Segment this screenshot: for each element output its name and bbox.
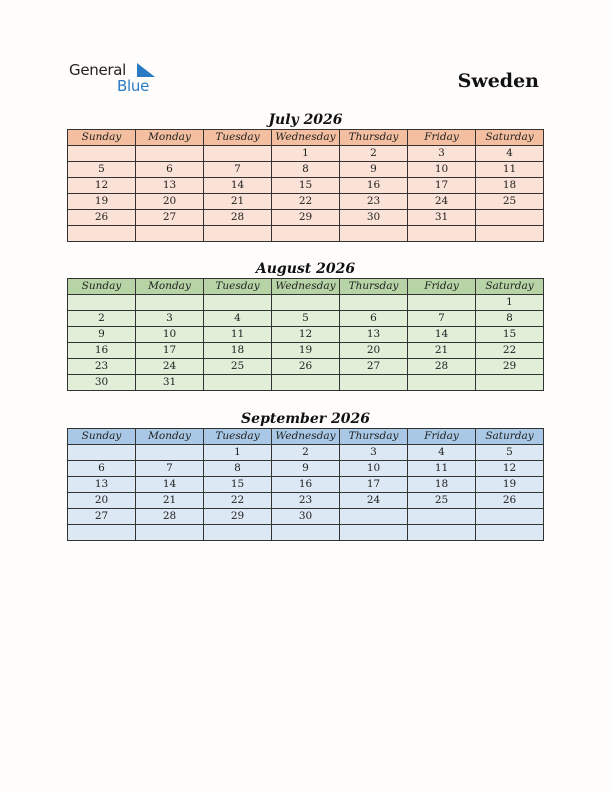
weekday-header: Wednesday <box>272 279 340 295</box>
day-cell <box>272 226 340 242</box>
month-title: August 2026 <box>255 261 356 277</box>
day-cell: 4 <box>476 146 544 162</box>
day-cell: 12 <box>476 461 544 477</box>
week-row <box>68 509 544 525</box>
day-cell <box>340 226 408 242</box>
month-title: September 2026 <box>241 411 370 427</box>
day-cell <box>136 445 204 461</box>
day-cell: 21 <box>204 194 272 210</box>
day-cell: 1 <box>272 146 340 162</box>
logo-word-blue: Blue <box>117 77 149 95</box>
week-row <box>68 445 544 461</box>
day-cell: 27 <box>136 210 204 226</box>
day-cell: 9 <box>68 327 136 343</box>
day-cell: 6 <box>340 311 408 327</box>
day-cell <box>476 210 544 226</box>
week-row <box>68 327 544 343</box>
day-cell: 10 <box>408 162 476 178</box>
day-cell: 26 <box>476 493 544 509</box>
day-cell: 10 <box>340 461 408 477</box>
day-cell: 17 <box>136 343 204 359</box>
day-cell: 14 <box>204 178 272 194</box>
weekday-header: Tuesday <box>204 279 272 295</box>
day-cell: 18 <box>204 343 272 359</box>
day-cell: 7 <box>204 162 272 178</box>
country-title: Sweden <box>457 70 539 92</box>
week-row <box>68 295 544 311</box>
day-cell: 13 <box>340 327 408 343</box>
day-cell: 12 <box>68 178 136 194</box>
day-cell <box>68 146 136 162</box>
day-cell: 14 <box>408 327 476 343</box>
day-cell: 5 <box>272 311 340 327</box>
day-cell: 11 <box>476 162 544 178</box>
calendar-grid <box>67 129 544 242</box>
day-cell: 23 <box>68 359 136 375</box>
day-cell: 2 <box>272 445 340 461</box>
month-august <box>67 260 544 391</box>
day-cell: 15 <box>204 477 272 493</box>
weekday-header: Wednesday <box>272 130 340 146</box>
day-cell: 19 <box>68 194 136 210</box>
weekday-header: Saturday <box>476 429 544 445</box>
weekday-header: Saturday <box>476 130 544 146</box>
day-cell: 14 <box>136 477 204 493</box>
day-cell <box>476 375 544 391</box>
weekday-header: Thursday <box>340 279 408 295</box>
day-cell: 30 <box>340 210 408 226</box>
week-row <box>68 375 544 391</box>
day-cell: 1 <box>476 295 544 311</box>
day-cell: 21 <box>408 343 476 359</box>
day-cell: 25 <box>408 493 476 509</box>
day-cell: 29 <box>476 359 544 375</box>
day-cell <box>68 295 136 311</box>
day-cell <box>476 226 544 242</box>
week-row <box>68 178 544 194</box>
day-cell: 20 <box>340 343 408 359</box>
day-cell: 4 <box>204 311 272 327</box>
weekday-header: Monday <box>136 130 204 146</box>
weekday-header: Tuesday <box>204 429 272 445</box>
day-cell: 11 <box>204 327 272 343</box>
day-cell: 24 <box>136 359 204 375</box>
week-row <box>68 343 544 359</box>
day-cell: 3 <box>408 146 476 162</box>
day-cell <box>340 375 408 391</box>
day-cell <box>136 295 204 311</box>
week-row <box>68 162 544 178</box>
day-cell: 13 <box>136 178 204 194</box>
weekday-header: Monday <box>136 279 204 295</box>
day-cell: 7 <box>408 311 476 327</box>
weekday-header: Tuesday <box>204 130 272 146</box>
day-cell: 25 <box>476 194 544 210</box>
day-cell: 26 <box>272 359 340 375</box>
day-cell: 20 <box>68 493 136 509</box>
day-cell: 16 <box>272 477 340 493</box>
day-cell <box>68 445 136 461</box>
day-cell <box>136 226 204 242</box>
day-cell <box>68 525 136 541</box>
day-cell: 2 <box>68 311 136 327</box>
day-cell: 22 <box>272 194 340 210</box>
weekday-header: Sunday <box>68 130 136 146</box>
day-cell: 28 <box>204 210 272 226</box>
calendar-grid <box>67 428 544 541</box>
week-row <box>68 477 544 493</box>
day-cell: 26 <box>68 210 136 226</box>
logo-triangle-icon <box>133 63 155 77</box>
week-row <box>68 226 544 242</box>
day-cell: 23 <box>340 194 408 210</box>
week-row <box>68 493 544 509</box>
week-row <box>68 194 544 210</box>
day-cell <box>204 295 272 311</box>
day-cell: 25 <box>204 359 272 375</box>
day-cell: 31 <box>136 375 204 391</box>
calendar-grid <box>67 278 544 391</box>
day-cell: 27 <box>68 509 136 525</box>
week-row <box>68 461 544 477</box>
day-cell: 1 <box>204 445 272 461</box>
month-september <box>67 410 544 541</box>
day-cell: 17 <box>408 178 476 194</box>
day-cell: 22 <box>476 343 544 359</box>
day-cell: 19 <box>272 343 340 359</box>
weekday-header: Friday <box>408 429 476 445</box>
day-cell: 5 <box>476 445 544 461</box>
day-cell: 19 <box>476 477 544 493</box>
day-cell: 9 <box>340 162 408 178</box>
weekday-header: Saturday <box>476 279 544 295</box>
day-cell <box>68 226 136 242</box>
week-row <box>68 525 544 541</box>
day-cell <box>204 375 272 391</box>
logo-word-general: General <box>69 61 127 79</box>
day-cell: 29 <box>204 509 272 525</box>
month-july <box>67 111 544 242</box>
weekday-header-row <box>68 130 544 146</box>
day-cell: 27 <box>340 359 408 375</box>
day-cell: 18 <box>408 477 476 493</box>
weekday-header: Friday <box>408 130 476 146</box>
day-cell: 8 <box>476 311 544 327</box>
day-cell: 17 <box>340 477 408 493</box>
day-cell <box>136 525 204 541</box>
weekday-header-row <box>68 279 544 295</box>
weekday-header-row <box>68 429 544 445</box>
day-cell <box>408 375 476 391</box>
weekday-header: Wednesday <box>272 429 340 445</box>
day-cell <box>340 295 408 311</box>
day-cell: 3 <box>136 311 204 327</box>
day-cell: 15 <box>272 178 340 194</box>
weekday-header: Sunday <box>68 279 136 295</box>
month-title: July 2026 <box>268 112 343 128</box>
weekday-header: Monday <box>136 429 204 445</box>
day-cell <box>340 509 408 525</box>
week-row <box>68 311 544 327</box>
day-cell: 10 <box>136 327 204 343</box>
day-cell <box>408 509 476 525</box>
day-cell <box>272 375 340 391</box>
day-cell <box>272 525 340 541</box>
day-cell <box>204 226 272 242</box>
day-cell: 29 <box>272 210 340 226</box>
day-cell <box>408 226 476 242</box>
day-cell: 22 <box>204 493 272 509</box>
day-cell: 3 <box>340 445 408 461</box>
day-cell: 2 <box>340 146 408 162</box>
day-cell: 28 <box>408 359 476 375</box>
day-cell: 5 <box>68 162 136 178</box>
day-cell <box>136 146 204 162</box>
day-cell: 24 <box>408 194 476 210</box>
day-cell: 16 <box>340 178 408 194</box>
week-row <box>68 210 544 226</box>
day-cell <box>408 525 476 541</box>
day-cell <box>272 295 340 311</box>
weekday-header: Thursday <box>340 130 408 146</box>
day-cell: 31 <box>408 210 476 226</box>
day-cell <box>476 525 544 541</box>
day-cell: 7 <box>136 461 204 477</box>
weekday-header: Sunday <box>68 429 136 445</box>
day-cell: 20 <box>136 194 204 210</box>
week-row <box>68 146 544 162</box>
day-cell: 13 <box>68 477 136 493</box>
day-cell: 23 <box>272 493 340 509</box>
day-cell <box>204 146 272 162</box>
day-cell <box>204 525 272 541</box>
day-cell: 15 <box>476 327 544 343</box>
day-cell: 4 <box>408 445 476 461</box>
day-cell: 18 <box>476 178 544 194</box>
weekday-header: Friday <box>408 279 476 295</box>
day-cell: 8 <box>272 162 340 178</box>
day-cell <box>340 525 408 541</box>
day-cell: 9 <box>272 461 340 477</box>
day-cell: 12 <box>272 327 340 343</box>
day-cell: 24 <box>340 493 408 509</box>
day-cell: 8 <box>204 461 272 477</box>
day-cell: 28 <box>136 509 204 525</box>
day-cell: 11 <box>408 461 476 477</box>
day-cell: 6 <box>68 461 136 477</box>
weekday-header: Thursday <box>340 429 408 445</box>
week-row <box>68 359 544 375</box>
day-cell: 30 <box>272 509 340 525</box>
day-cell: 21 <box>136 493 204 509</box>
day-cell: 16 <box>68 343 136 359</box>
day-cell: 6 <box>136 162 204 178</box>
day-cell <box>408 295 476 311</box>
day-cell: 30 <box>68 375 136 391</box>
generalblue-logo <box>69 61 169 97</box>
day-cell <box>476 509 544 525</box>
